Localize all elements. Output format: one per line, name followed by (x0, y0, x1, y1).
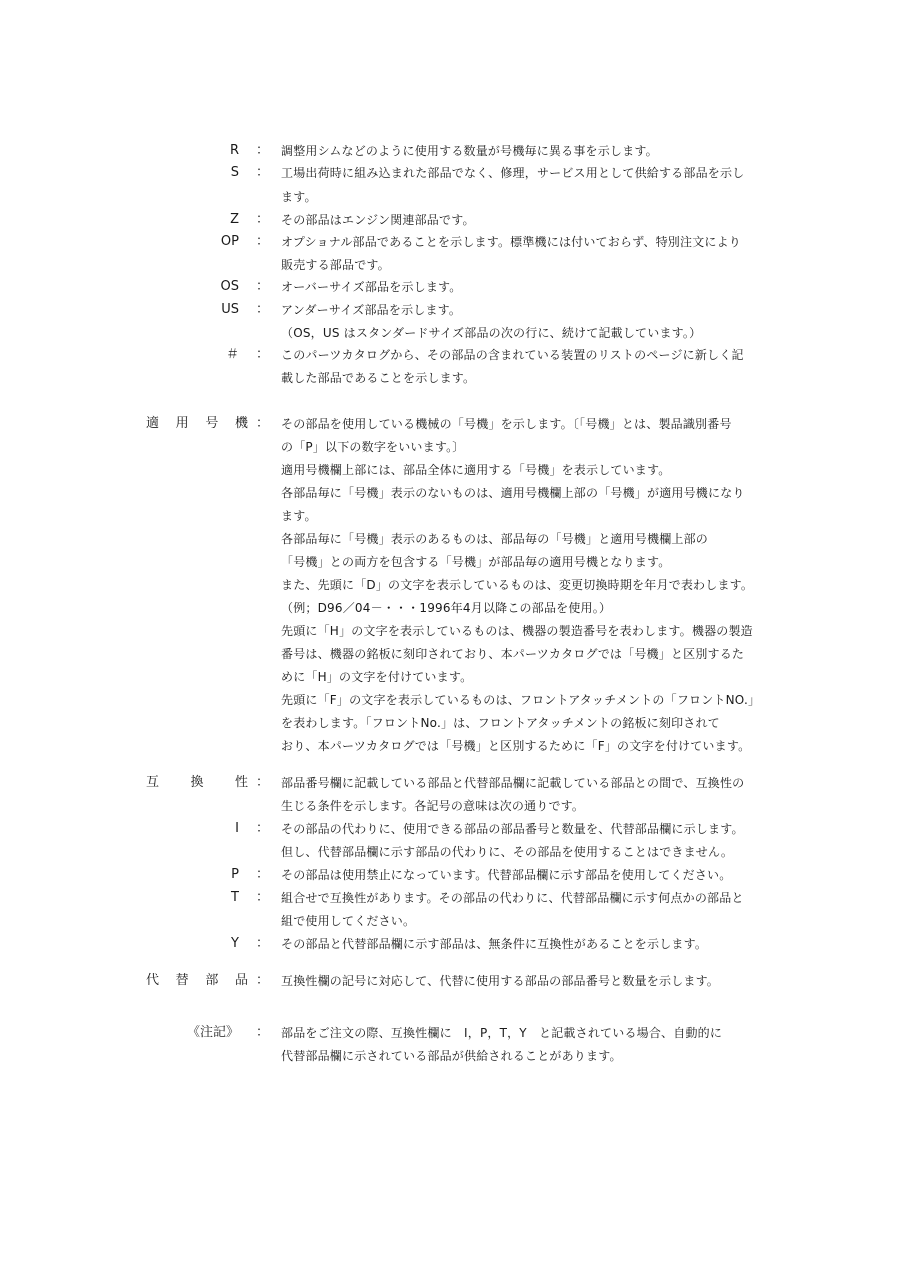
entry-description: その部品はエンジン関連部品です。 (281, 213, 475, 227)
text-line (0, 643, 909, 665)
text-line (0, 254, 909, 276)
text-line (0, 186, 909, 208)
entry-colon: ： (256, 775, 270, 790)
entry-label: OP (220, 234, 239, 249)
entry-description: 組で使用してください。 (281, 914, 416, 928)
text-line (0, 772, 909, 794)
entry-label: OS (220, 279, 239, 294)
text-line (0, 413, 909, 435)
text-line (0, 689, 909, 711)
entry-description: このパーツカタログから、その部品の含まれている装置のリストのページに新しく記 (281, 348, 744, 362)
text-line (0, 597, 909, 619)
text-line (0, 231, 909, 253)
text-line (0, 841, 909, 863)
text-line (0, 528, 909, 550)
entry-description: オーバーサイズ部品を示します。 (281, 280, 462, 294)
entry-label: 《注記》 (186, 1025, 239, 1040)
text-line (0, 299, 909, 321)
entry-description: 各部品毎に「号機」表示のあるものは、部品毎の「号機」と適用号機欄上部の (281, 532, 709, 546)
entry-description: 部品番号欄に記載している部品と代替部品欄に記載している部品との間で、互換性の (281, 776, 745, 790)
text-line (0, 459, 909, 481)
entry-description: 部品をご注文の際、互換性欄に I，P，T，Y と記載されている場合、自動的に (281, 1026, 723, 1040)
entry-description: の「P」以下の数字をいいます。〕 (281, 440, 465, 454)
entry-label: I (235, 821, 239, 836)
entry-colon: ： (256, 416, 270, 431)
entry-colon: ： (256, 234, 270, 249)
entry-label: S (230, 165, 239, 180)
text-line (0, 666, 909, 688)
text-line (0, 712, 909, 734)
entry-description: 先頭に「F」の文字を表示しているものは、フロントアタッチメントの「フロントNO.」 (281, 693, 761, 707)
text-line (0, 735, 909, 757)
entry-colon: ： (256, 1025, 270, 1040)
entry-colon: ： (256, 212, 270, 227)
text-line (0, 367, 909, 389)
entry-label: P (231, 867, 239, 882)
entry-description: 但し、代替部品欄に示す部品の代わりに、その部品を使用することはできません。 (281, 845, 734, 859)
entry-description: 番号は、機器の銘板に刻印されており、本パーツカタログでは「号機」と区別するた (281, 647, 745, 661)
text-line (0, 344, 909, 366)
text-line (0, 505, 909, 527)
entry-description: 先頭に「H」の文字を表示しているものは、機器の製造番号を表わします。機器の製造 (281, 624, 753, 638)
entry-description: ます。 (281, 190, 317, 204)
entry-colon: ： (256, 165, 270, 180)
text-line (0, 864, 909, 886)
text-line (0, 322, 909, 344)
text-line (0, 1045, 909, 1067)
entry-description: その部品の代わりに、使用できる部品の部品番号と数量を、代替部品欄に示します。 (281, 822, 744, 836)
entry-colon: ： (256, 973, 270, 988)
entry-description: （OS，US はスタンダードサイズ部品の次の行に、続けて記載しています。） (281, 326, 702, 340)
entry-colon: ： (256, 143, 270, 158)
text-line (0, 887, 909, 909)
entry-description: その部品と代替部品欄に示す部品は、無条件に互換性があることを示します。 (281, 937, 708, 951)
entry-label: 互換性 (146, 775, 248, 790)
text-line (0, 551, 909, 573)
entry-description: 生じる条件を示します。各記号の意味は次の通りです。 (281, 799, 585, 813)
text-line (0, 276, 909, 298)
text-line (0, 140, 909, 162)
entry-description: 「号機」との両方を包含する「号機」が部品毎の適用号機となります。 (281, 555, 671, 569)
text-line (0, 482, 909, 504)
entry-colon: ： (256, 821, 270, 836)
entry-description: 工場出荷時に組み込まれた部品でなく、修理，サービス用として供給する部品を示し (281, 166, 745, 180)
entry-label: ＃ (225, 347, 239, 362)
entry-description: 調整用シムなどのように使用する数量が号機毎に異る事を示します。 (281, 144, 658, 158)
entry-description: 販売する部品です。 (281, 258, 390, 272)
entry-label: Z (230, 212, 239, 227)
entry-description: ます。 (281, 509, 317, 523)
entry-label: 代替部品 (146, 973, 248, 988)
entry-description: 代替部品欄に示されている部品が供給されることがあります。 (281, 1049, 622, 1063)
entry-description: おり、本パーツカタログでは「号機」と区別するために「F」の文字を付けています。 (281, 739, 751, 753)
text-line (0, 436, 909, 458)
entry-description: また、先頭に「D」の文字を表示しているものは、変更切換時期を年月で表わします。 (281, 578, 754, 592)
entry-description: めに「H」の文字を付けています。 (281, 670, 473, 684)
entry-description: （例；D96／04－・・・1996年4月以降この部品を使用。） (281, 601, 612, 615)
entry-description: 適用号機欄上部には、部品全体に適用する「号機」を表示しています。 (281, 463, 671, 477)
text-line (0, 970, 909, 992)
entry-label: US (221, 302, 239, 317)
entry-label: T (231, 890, 239, 905)
entry-colon: ： (256, 936, 270, 951)
entry-description: その部品は使用禁止になっています。代替部品欄に示す部品を使用してください。 (281, 868, 732, 882)
entry-colon: ： (256, 279, 270, 294)
entry-description: 組合せで互換性があります。その部品の代わりに、代替部品欄に示す何点かの部品と (281, 891, 744, 905)
text-line (0, 933, 909, 955)
text-line (0, 209, 909, 231)
entry-description: 載した部品であることを示します。 (281, 371, 476, 385)
entry-colon: ： (256, 347, 270, 362)
entry-label: 適用号機 (146, 416, 248, 431)
entry-colon: ： (256, 867, 270, 882)
text-line (0, 910, 909, 932)
entry-colon: ： (256, 302, 270, 317)
text-line (0, 1022, 909, 1044)
entry-description: 各部品毎に「号機」表示のないものは、適用号機欄上部の「号機」が適用号機になり (281, 486, 745, 500)
entry-colon: ： (256, 890, 270, 905)
text-line (0, 574, 909, 596)
entry-description: その部品を使用している機械の「号機」を示します。〔「号機」とは、製品識別番号 (281, 417, 732, 431)
entry-description: 互換性欄の記号に対応して、代替に使用する部品の部品番号と数量を示します。 (281, 974, 720, 988)
text-line (0, 162, 909, 184)
entry-label: R (229, 143, 239, 158)
entry-description: を表わします。「フロントNo.」は、フロントアタッチメントの銘板に刻印されて (281, 716, 720, 730)
text-line (0, 818, 909, 840)
entry-description: アンダーサイズ部品を示します。 (281, 303, 462, 317)
entry-label: Y (231, 936, 239, 951)
text-line (0, 620, 909, 642)
text-line (0, 795, 909, 817)
entry-description: オプショナル部品であることを示します。標準機には付いておらず、特別注文により (281, 235, 742, 249)
